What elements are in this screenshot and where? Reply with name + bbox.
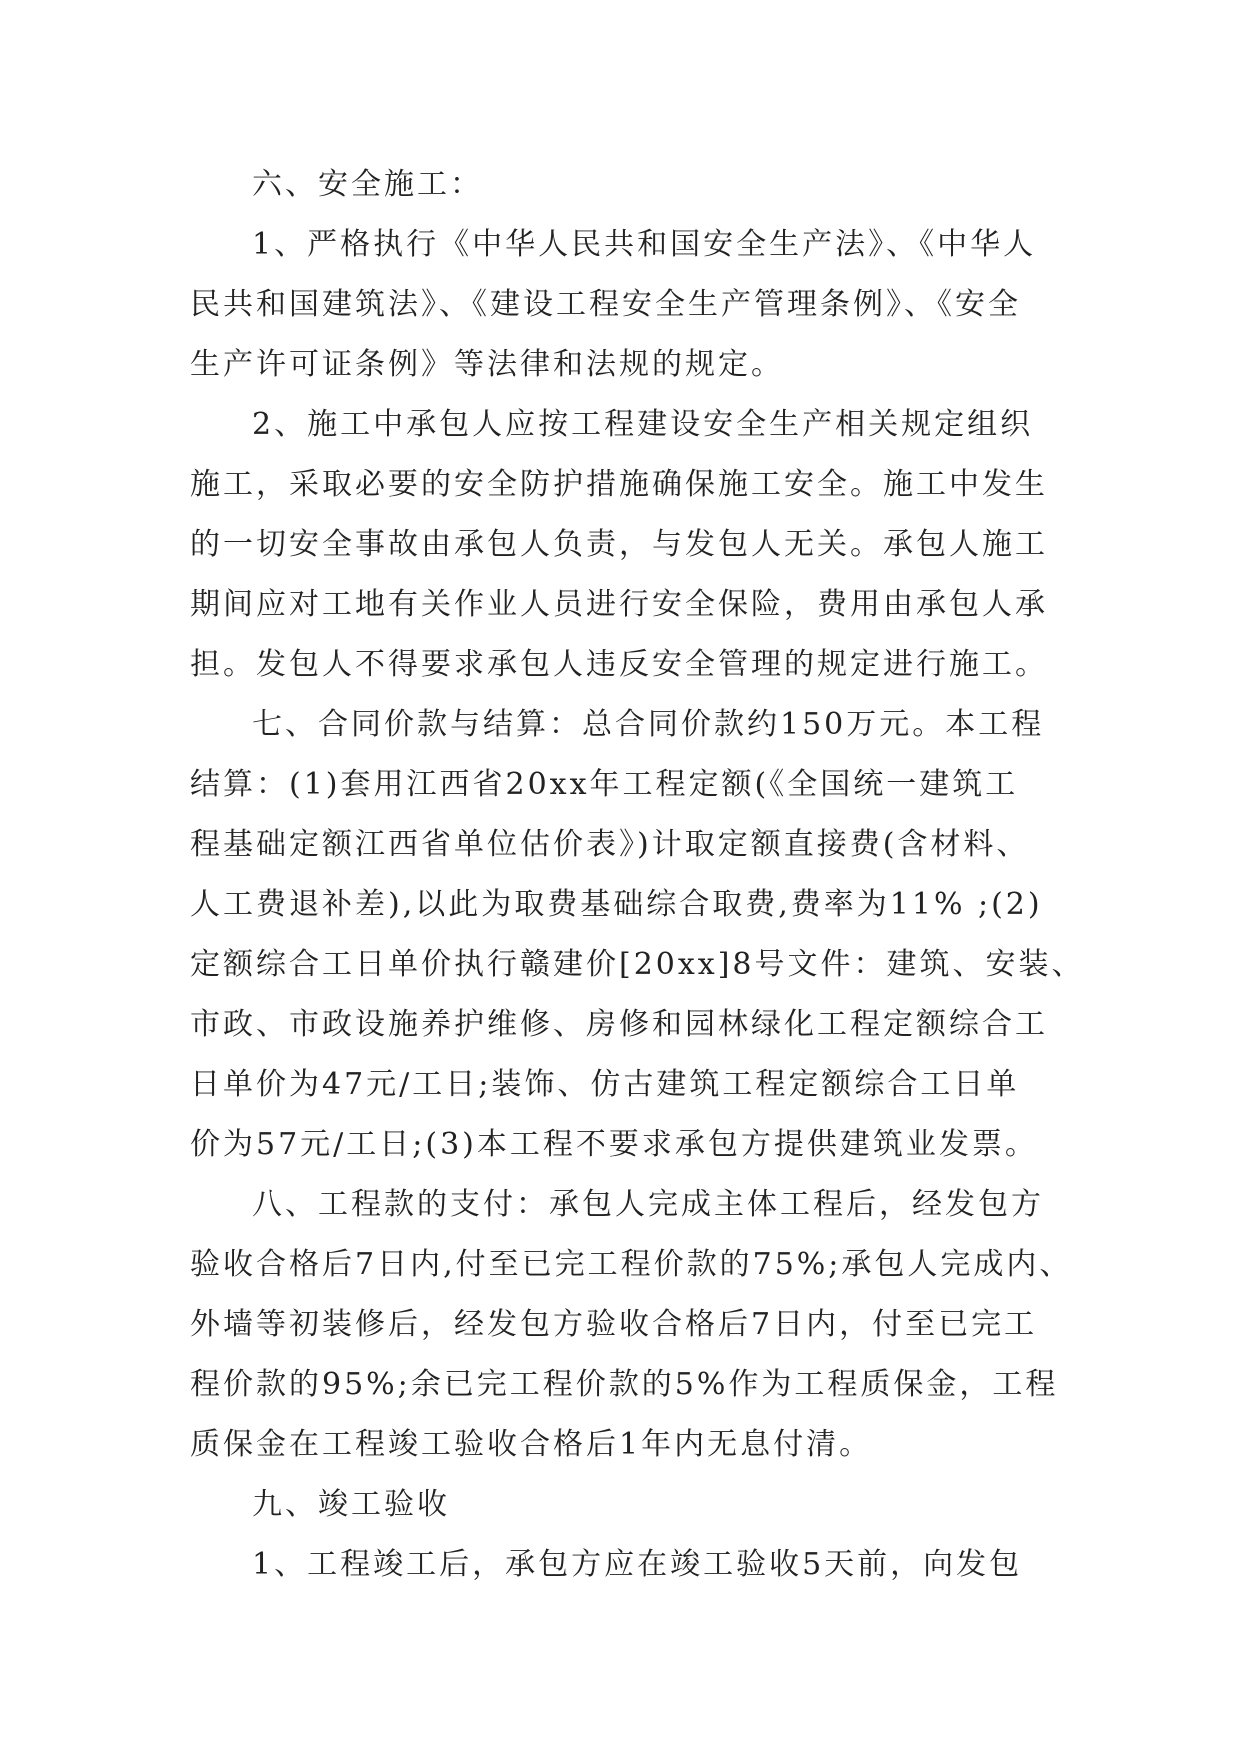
paragraph-line: 质保金在工程竣工验收合格后1年内无息付清。 — [190, 1427, 873, 1462]
paragraph-line: 人工费退补差),以此为取费基础综合取费,费率为11% ;(2) — [190, 887, 1043, 922]
paragraph-line: 定额综合工日单价执行赣建价[20xx]8号文件：建筑、安装、 — [190, 947, 1085, 982]
paragraph-line: 1、工程竣工后，承包方应在竣工验收5天前，向发包 — [252, 1547, 1023, 1582]
paragraph-line: 价为57元/工日;(3)本工程不要求承包方提供建筑业发票。 — [190, 1127, 1038, 1162]
paragraph-line: 程价款的95%;余已完工程价款的5%作为工程质保金，工程 — [190, 1367, 1059, 1402]
paragraph-line: 1、严格执行《中华人民共和国安全生产法》、《中华人 — [252, 227, 1037, 262]
paragraph-line: 的一切安全事故由承包人负责，与发包人无关。承包人施工 — [190, 527, 1048, 562]
paragraph-line: 验收合格后7日内,付至已完工程价款的75%;承包人完成内、 — [190, 1247, 1073, 1282]
paragraph-line: 日单价为47元/工日;装饰、仿古建筑工程定额综合工日单 — [190, 1067, 1020, 1102]
paragraph-line: 担。发包人不得要求承包人违反安全管理的规定进行施工。 — [190, 647, 1048, 682]
section-heading-payment: 八、工程款的支付：承包人完成主体工程后，经发包方 — [252, 1187, 1044, 1222]
paragraph-line: 2、施工中承包人应按工程建设安全生产相关规定组织 — [252, 407, 1034, 442]
paragraph-line: 市政、市政设施养护维修、房修和园林绿化工程定额综合工 — [190, 1007, 1048, 1042]
paragraph-line: 民共和国建筑法》、《建设工程安全生产管理条例》、《安全 — [190, 287, 1021, 322]
paragraph-line: 生产许可证条例》等法律和法规的规定。 — [190, 347, 784, 382]
paragraph-line: 施工，采取必要的安全防护措施确保施工安全。施工中发生 — [190, 467, 1048, 502]
paragraph-line: 程基础定额江西省单位估价表》)计取定额直接费(含材料、 — [190, 827, 1030, 862]
section-heading-safety: 六、安全施工： — [252, 167, 483, 202]
section-heading-contract-price: 七、合同价款与结算：总合同价款约150万元。本工程 — [252, 707, 1045, 742]
document-body — [190, 155, 1085, 1595]
section-heading-acceptance: 九、竣工验收 — [252, 1487, 450, 1522]
paragraph-line: 结算：(1)套用江西省20xx年工程定额(《全国统一建筑工 — [190, 767, 1019, 802]
paragraph-line: 外墙等初装修后，经发包方验收合格后7日内，付至已完工 — [190, 1307, 1038, 1342]
paragraph-line: 期间应对工地有关作业人员进行安全保险，费用由承包人承 — [190, 587, 1048, 622]
